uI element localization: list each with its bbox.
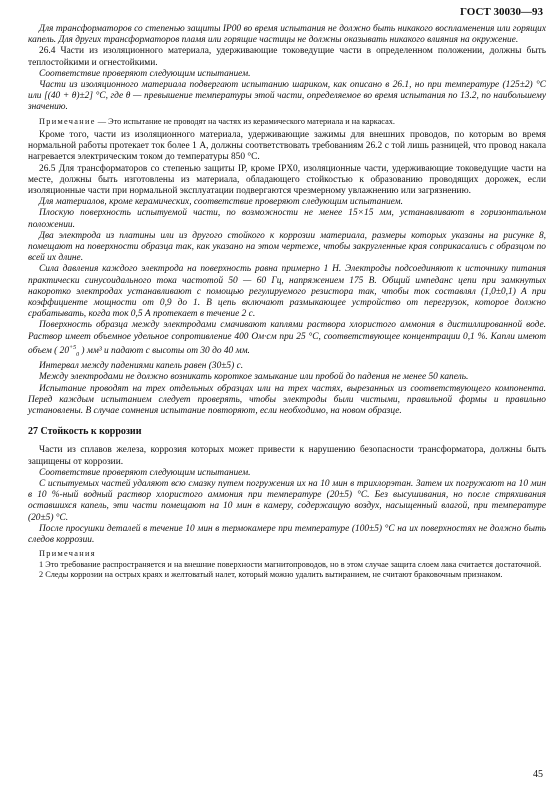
paragraph: Плоскую поверхность испытуемой части, по возможности не менее 15×15 мм, устанавливают в горизонтальном положении. xyxy=(28,208,546,230)
paragraph: Между электродами не должно возникать короткое замыкание или пробой до падения не менее 50 капель. xyxy=(39,372,469,383)
paragraph: Для материалов, кроме керамических, соответствие проверяют следующим испытанием. xyxy=(39,197,403,208)
notes-label: Примечания xyxy=(39,549,96,559)
note-item: 1 Это требование распространяется и на внешние поверхности магнитопроводов, но в этом случае защита слоем лака считается достаточной. xyxy=(39,559,542,569)
paragraph: Интервал между падениями капель равен (30±5) с. xyxy=(39,361,244,372)
paragraph: Для трансформаторов со степенью защиты IP00 во время испытания не должно быть никакого воспламенения или горящих капель. Для других трансформаторов пламя или горящие частицы не должны оказывать никакого влияния на окружение. xyxy=(28,24,546,46)
paragraph: С испытуемых частей удаляют всю смазку путем погружения их на 10 мин в трихлорэтан. Затем их погружают на 10 мин в 10 %-ный водный раствор хлористого аммония при температуре (20±5) °С. Без высушивания, но после стряхивания оставшихся капель, эти части помещают на 10 мин в камеру, содержащую воздух, насыщенный влагой, при температуре (20±5) °С. xyxy=(28,478,546,523)
tolerance-upper: +5 xyxy=(69,344,77,351)
paragraph: Части из сплавов железа, коррозия которых может привести к нарушению безопасности трансформатора, должны быть защищены от коррозии. xyxy=(28,445,546,467)
section-title: 27 Стойкость к коррозии xyxy=(28,426,142,438)
paragraph: Испытание проводят на трех отдельных образцах или на трех частях, вырезанных из соответствующего компонента. Перед каждым испытанием следует проверять, чтобы электроды были чистыми, правильной формы и правильно установлены. В случае сомнения испытание повторяют, если необходимо, на новом образце. xyxy=(28,383,546,416)
paragraph xyxy=(28,320,546,361)
paragraph: Соответствие проверяют следующим испытанием. xyxy=(39,467,251,478)
clause-26-5: 26.5 Для трансформаторов со степенью защиты IP, кроме IPX0, изоляционные части, удерживающие токоведущие части на месте, должны быть изготовлены из материала, обладающего стойкостью к образованию проводящих дорожек, если изоляционные части при нормальной эксплуатации подвергаются чрезмерному увлажнению или загрязнению. xyxy=(28,163,546,197)
note-item: 2 Следы коррозии на острых краях и желтоватый налет, который можно удалить вытиранием, не считают браковочным признаком. xyxy=(39,569,503,579)
paragraph: Сила давления каждого электрода на поверхность равна примерно 1 Н. Электроды подсоединяют к источнику питания практически синусоидального тока частотой 50 — 60 Гц, напряжением 175 В. Общий импеданс цепи при замкнутых накоротко электродах устанавливают с помощью регулируемого резистора так, чтобы ток составлял (1,0±0,1) А при коэффициенте мощности от 0,9 до 1. В цепь включают размыкающее устройство от перегрузок, которое должно срабатывать, когда ток 0,5 А протекает в течение 2 с. xyxy=(28,264,546,320)
paragraph: Два электрода из платины или из другого стойкого к коррозии материала, размеры которых указаны на рисунке 8, помещают на поверхности образца так, как указано на этом чертеже, чтобы закругленные края соприкасались с образцом по всей их длине. xyxy=(28,230,546,264)
note-text: — Это испытание не проводят на частях из керамического материала и на каркасах. xyxy=(95,116,395,126)
tolerance-lower: 0 xyxy=(76,351,80,358)
paragraph: Кроме того, части из изоляционного материала, удерживающие зажимы для внешних проводов, по которым во время нормальной работы протекает ток более 1 А, должны соответствовать требованиям 26.2 с той лишь разницей, что провод накала нагревается электрическим током до температуры 850 °С. xyxy=(28,130,546,163)
document-header: ГОСТ 30030—93 xyxy=(460,6,543,18)
paragraph: Части из изоляционного материала подвергают испытанию шариком, как описано в 26.1, но при температуре (125±2) °С или [(40 + θ)±2] °С, где θ — превышение температуры этой части, определяемое во время испытания по 13.2, по наибольшему значению. xyxy=(28,80,546,113)
note-label: Примечание xyxy=(39,116,96,126)
note xyxy=(28,117,546,127)
paragraph-text: ) мм³ и падают с высоты от 30 до 40 мм. xyxy=(79,346,250,357)
document-body xyxy=(28,24,546,580)
page-number: 45 xyxy=(533,769,543,780)
clause-26-4: 26.4 Части из изоляционного материала, удерживающие токоведущие части в определенном положении, должны быть теплостойкими и огнестойкими. xyxy=(28,46,546,68)
paragraph: После просушки деталей в течение 10 мин в термокамере при температуре (100±5) °С на их поверхностях не должно быть следов коррозии. xyxy=(28,523,546,545)
paragraph: Соответствие проверяют следующим испытанием. xyxy=(39,68,251,79)
paragraph-text: Поверхность образца между электродами смачивают каплями раствора хлористого аммония в дистиллированной воде. Раствор имеет объемное удельное сопротивление 400 Ом·см при 25 °С, соответствующее концентрации 0,1 %. Капли имеют объем ( 20 xyxy=(28,320,546,357)
